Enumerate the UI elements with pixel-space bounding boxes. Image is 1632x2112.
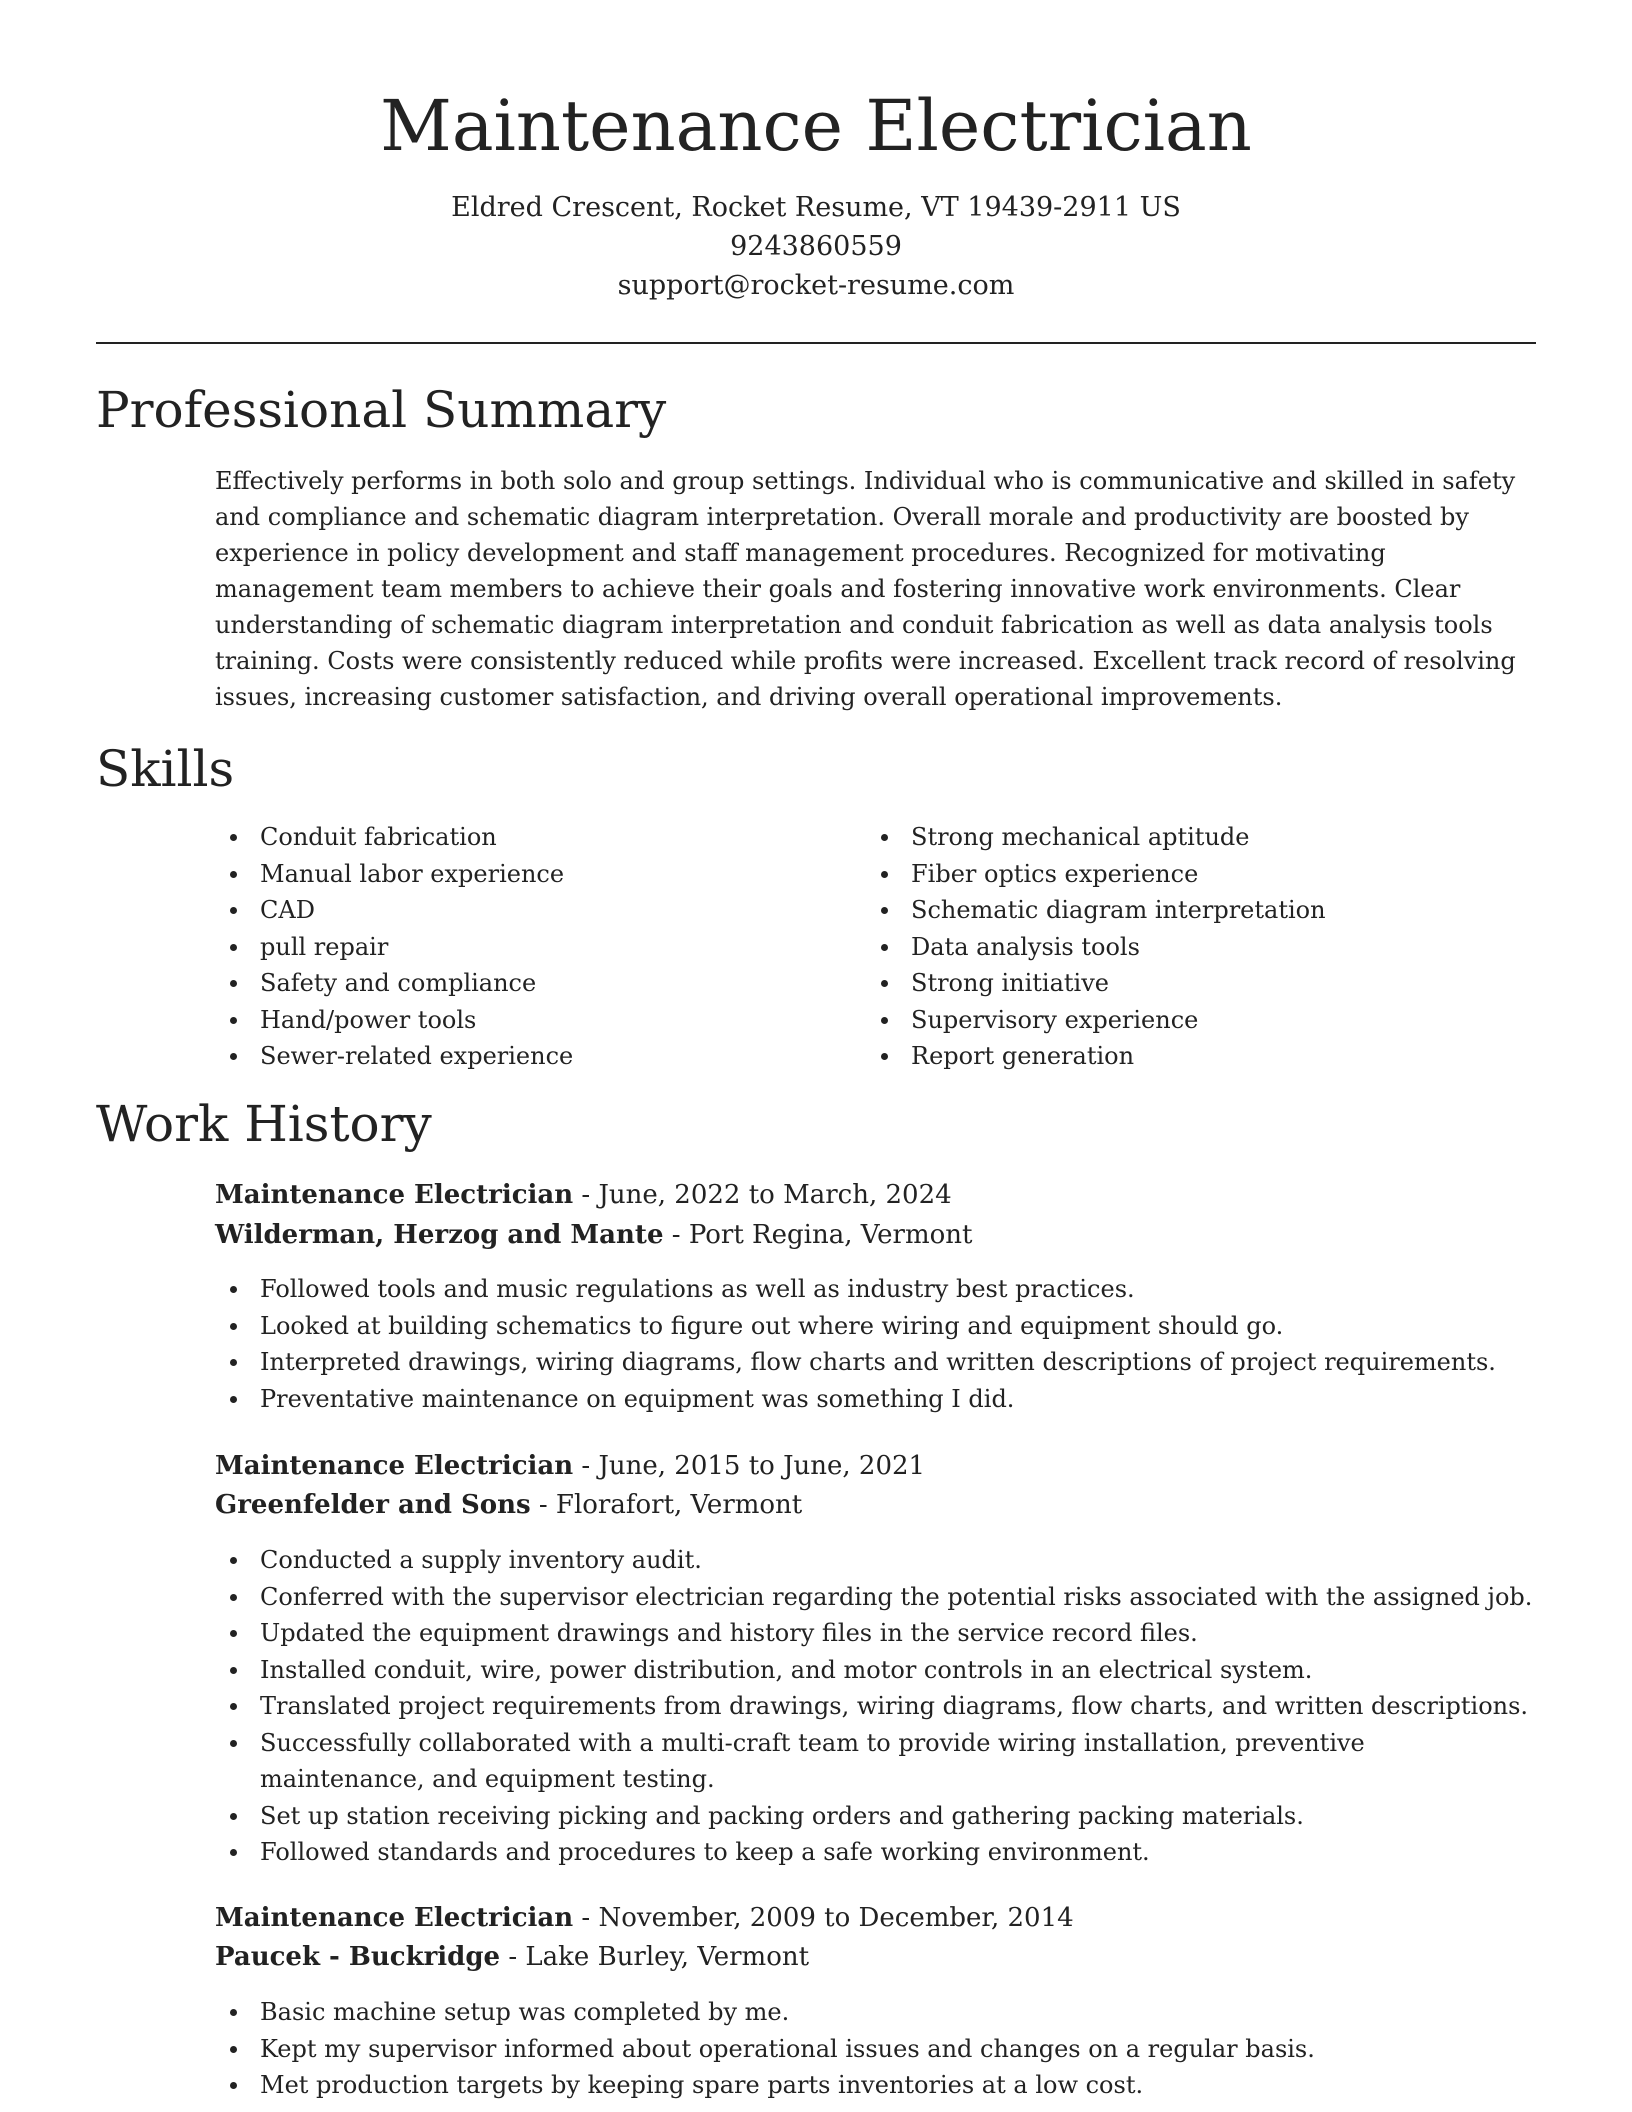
contact-phone: 9243860559 bbox=[730, 231, 902, 262]
job-role: Maintenance Electrician bbox=[215, 1451, 574, 1481]
job-company: Paucek - Buckridge bbox=[215, 1942, 501, 1972]
candidate-name: Maintenance Electrician bbox=[380, 85, 1252, 167]
job-company-line bbox=[215, 1938, 1535, 1977]
job-dates: - June, 2022 to March, 2024 bbox=[573, 1180, 952, 1210]
skill-item: Safety and compliance bbox=[215, 965, 855, 1002]
job-duty: Basic machine setup was completed by me. bbox=[215, 1994, 1535, 2031]
job-title-line bbox=[215, 1176, 1535, 1215]
skill-item: Hand/power tools bbox=[215, 1002, 855, 1039]
skill-item: Report generation bbox=[866, 1038, 1506, 1075]
job-duty: Followed tools and music regulations as well as industry best practices. bbox=[215, 1271, 1535, 1308]
job-title-line bbox=[215, 1447, 1535, 1486]
job-duty: Successfully collaborated with a multi-craft team to provide wiring installation, preventive maintenance, and equipment testing. bbox=[215, 1725, 1535, 1798]
header-divider bbox=[96, 342, 1536, 344]
job-dates: - June, 2015 to June, 2021 bbox=[573, 1451, 926, 1481]
skill-item: Schematic diagram interpretation bbox=[866, 892, 1506, 929]
skills-heading: Skills bbox=[96, 740, 235, 798]
job-role: Maintenance Electrician bbox=[215, 1180, 574, 1210]
job-duty: Met production targets by keeping spare parts inventories at a low cost. bbox=[215, 2067, 1535, 2104]
job-title-line bbox=[215, 1899, 1535, 1938]
skills-list-left bbox=[215, 819, 855, 1075]
skill-item: Sewer-related experience bbox=[215, 1038, 855, 1075]
job-company: Wilderman, Herzog and Mante bbox=[215, 1220, 664, 1250]
work-history-heading: Work History bbox=[96, 1095, 432, 1153]
job-location: - Florafort, Vermont bbox=[530, 1490, 803, 1520]
job-role: Maintenance Electrician bbox=[215, 1903, 574, 1933]
skill-item: Strong initiative bbox=[866, 965, 1506, 1002]
job-duty: Followed standards and procedures to keep a safe working environment. bbox=[215, 1834, 1535, 1871]
job-duty: Set up station receiving picking and packing orders and gathering packing materials. bbox=[215, 1798, 1535, 1835]
skill-item: Manual labor experience bbox=[215, 856, 855, 893]
job-duty: Interpreted drawings, wiring diagrams, flow charts and written descriptions of project requirements. bbox=[215, 1344, 1535, 1381]
contact-email: support@rocket-resume.com bbox=[617, 270, 1015, 301]
skill-item: Supervisory experience bbox=[866, 1002, 1506, 1039]
job-company-line bbox=[215, 1486, 1535, 1525]
job-duty: Preventative maintenance on equipment was something I did. bbox=[215, 1381, 1535, 1418]
skill-item: pull repair bbox=[215, 929, 855, 966]
skill-item: Strong mechanical aptitude bbox=[866, 819, 1506, 856]
job-duty: Conducted a supply inventory audit. bbox=[215, 1542, 1535, 1579]
job-duty: Installed conduit, wire, power distribution, and motor controls in an electrical system. bbox=[215, 1652, 1535, 1689]
resume-header bbox=[96, 84, 1536, 305]
job-company: Greenfelder and Sons bbox=[215, 1490, 531, 1520]
job-duties-list bbox=[215, 1271, 1535, 1417]
job-duty: Translated project requirements from drawings, wiring diagrams, flow charts, and written descriptions. bbox=[215, 1688, 1535, 1725]
job-dates: - November, 2009 to December, 2014 bbox=[573, 1903, 1074, 1933]
job-duties-list bbox=[215, 1542, 1535, 1871]
job-duty: Updated the equipment drawings and history files in the service record files. bbox=[215, 1615, 1535, 1652]
contact-address: Eldred Crescent, Rocket Resume, VT 19439-2911 US bbox=[451, 192, 1181, 223]
summary-text: Effectively performs in both solo and group settings. Individual who is communicative and skilled in safety and compliance and schematic diagram interpretation. Overall morale and productivity are boosted by experience in policy development and staff management procedures. Recognized for motivating management team members to achieve their goals and fostering innovative work environments. Clear understanding of schematic diagram interpretation and conduit fabrication as well as data analysis tools training. Costs were consistently reduced while profits were increased. Excellent track record of resolving issues, increasing customer satisfaction, and driving overall operational improvements. bbox=[215, 467, 1516, 711]
job-location: - Lake Burley, Vermont bbox=[500, 1942, 810, 1972]
job-duty: Looked at building schematics to figure out where wiring and equipment should go. bbox=[215, 1308, 1535, 1345]
skill-item: Conduit fabrication bbox=[215, 819, 855, 856]
skill-item: CAD bbox=[215, 892, 855, 929]
skills-list-right bbox=[866, 819, 1506, 1075]
summary-heading: Professional Summary bbox=[96, 381, 667, 439]
job-company-line bbox=[215, 1216, 1535, 1255]
skill-item: Fiber optics experience bbox=[866, 856, 1506, 893]
job-duty: Conferred with the supervisor electrician regarding the potential risks associated with the assigned job. bbox=[215, 1579, 1535, 1616]
job-duty: Kept my supervisor informed about operational issues and changes on a regular basis. bbox=[215, 2031, 1535, 2068]
job-location: - Port Regina, Vermont bbox=[663, 1220, 973, 1250]
skill-item: Data analysis tools bbox=[866, 929, 1506, 966]
job-duties-list bbox=[215, 1994, 1535, 2104]
